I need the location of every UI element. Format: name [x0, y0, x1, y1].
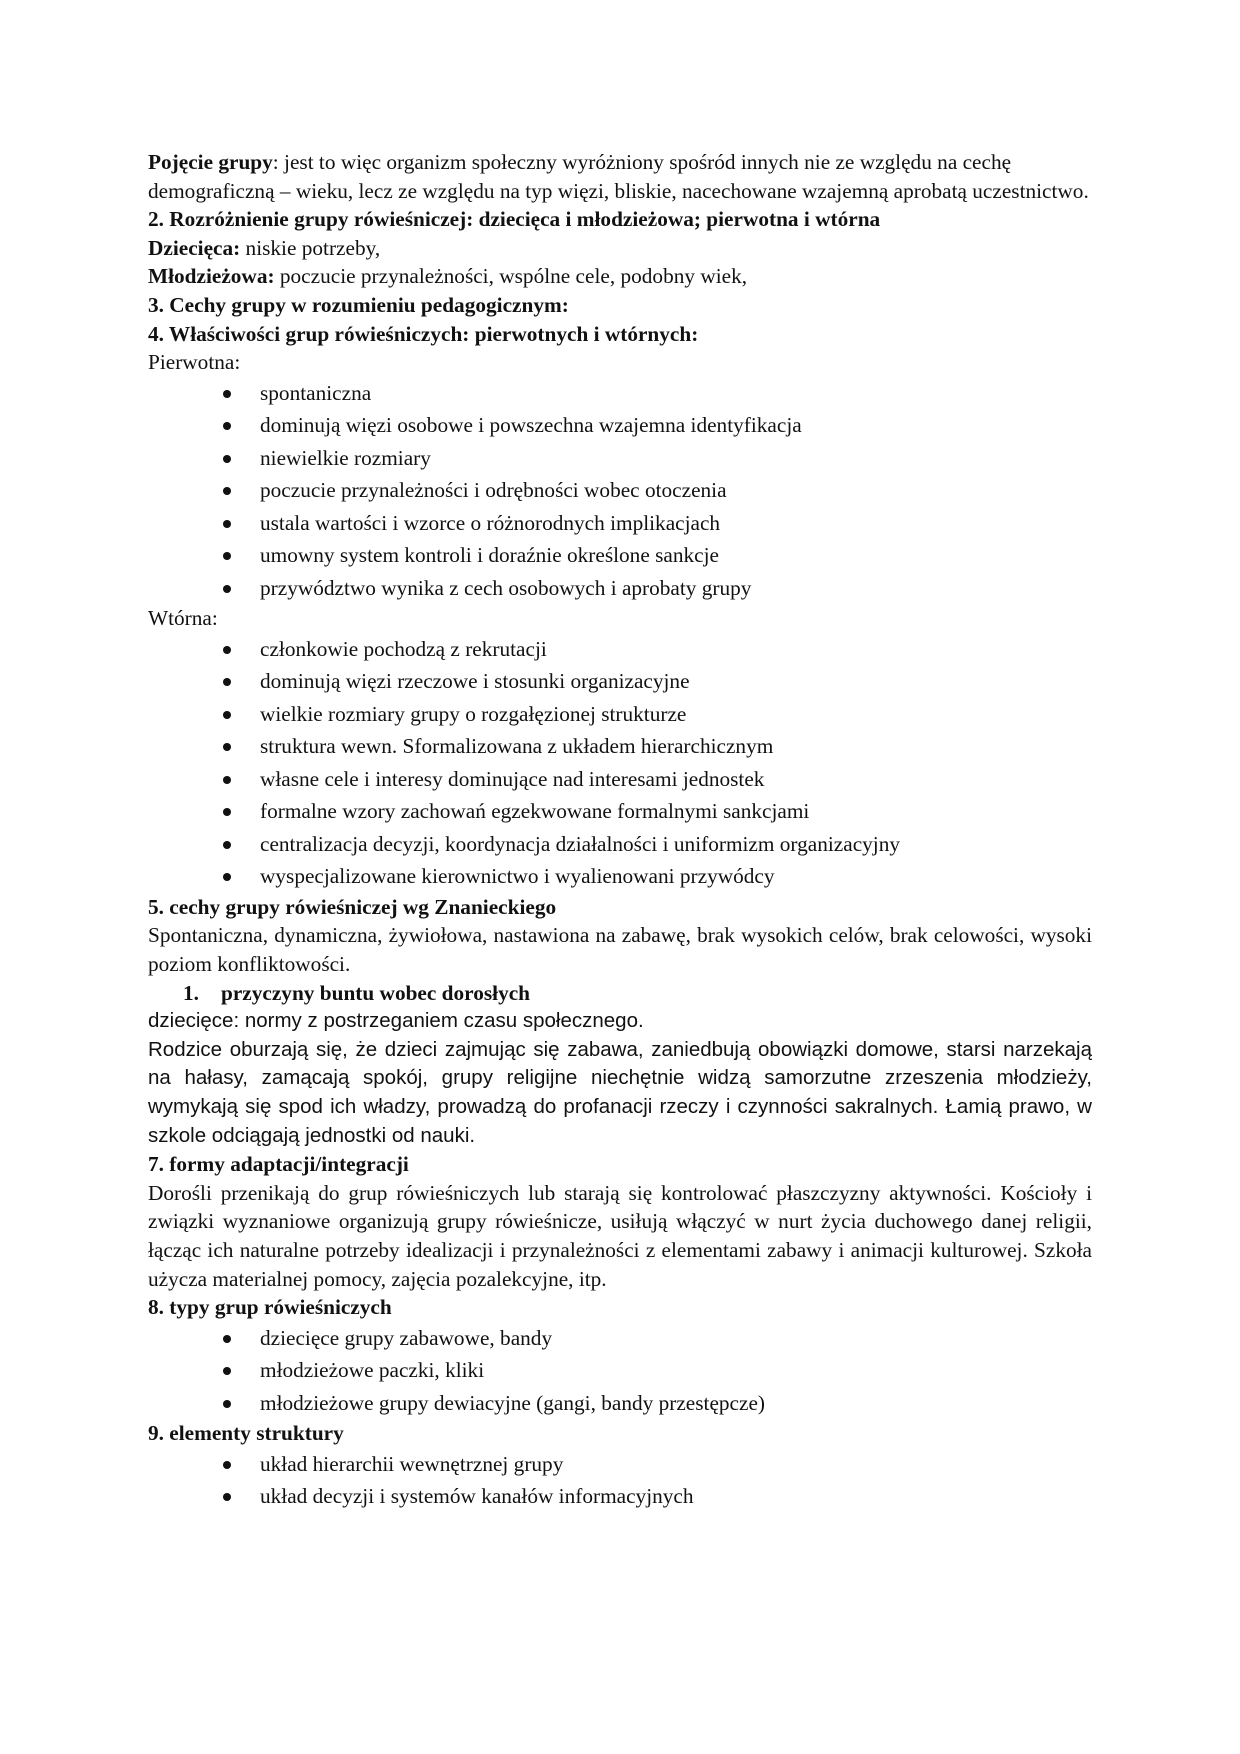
section-6-line1: dziecięce: normy z postrzeganiem czasu społecznego. — [148, 1009, 644, 1033]
bullet-icon — [223, 487, 231, 495]
list-item-text: ustala wartości i wzorce o różnorodnych implikacjach — [260, 510, 721, 535]
dziecieca-text: niskie potrzeby, — [240, 235, 381, 260]
dziecieca-line — [148, 234, 1092, 263]
list-item — [148, 572, 1092, 605]
pierwotna-label: Pierwotna: — [148, 350, 241, 375]
list-item — [148, 539, 1092, 572]
bullet-icon — [223, 552, 231, 560]
section-7-heading: 7. formy adaptacji/integracji — [148, 1152, 409, 1177]
list-item — [148, 1387, 1092, 1420]
section-6-text: Rodzice oburzają się, że dzieci zajmując się zabawa, zaniedbują obowiązki domowe, starsi narzekają na hałasy, zamącają spokój, grupy religijne niechętnie widzą samorzutne zrzeszenia młodzieży, wymykają się spod ich władzy, prowadzą do profanacji rzeczy i czynności sakralnych. Łamią prawo, w szkole odciągają jednostki od nauki. — [148, 1037, 1092, 1147]
list-item — [148, 665, 1092, 698]
list-item-text: struktura wewn. Sformalizowana z układem hierarchicznym — [260, 734, 774, 759]
list-item — [148, 1448, 1092, 1481]
bullet-icon — [223, 455, 231, 463]
list-item — [148, 860, 1092, 893]
bullet-icon — [223, 585, 231, 593]
bullet-icon — [223, 520, 231, 528]
bullet-icon — [223, 1367, 231, 1375]
list-item — [148, 763, 1092, 796]
section-5-text: Spontaniczna, dynamiczna, żywiołowa, nastawiona na zabawę, brak wysokich celów, brak celowości, wysoki poziom konfliktowości. — [148, 923, 1092, 977]
bullet-icon — [223, 1335, 231, 1343]
list-item-text: dominują więzi osobowe i powszechna wzajemna identyfikacja — [260, 413, 802, 438]
list-item-text: młodzieżowe grupy dewiacyjne (gangi, bandy przestępcze) — [260, 1390, 765, 1415]
struktura-list — [148, 1448, 1092, 1513]
mlodziezowa-label: Młodzieżowa: — [148, 264, 275, 289]
list-item-text: przywództwo wynika z cech osobowych i aprobaty grupy — [260, 575, 752, 600]
bullet-icon — [223, 808, 231, 816]
list-item-text: wyspecjalizowane kierownictwo i wyalienowani przywódcy — [260, 864, 775, 889]
list-item-text: formalne wzory zachowań egzekwowane formalnymi sankcjami — [260, 799, 810, 824]
intro-text: : jest to więc organizm społeczny wyróżniony spośród innych nie ze względu na cechę demograficzną – wieku, lecz ze względu na typ więzi, bliskie, nacechowane wzajemną aprobatą uczestnictwo. — [148, 150, 1089, 203]
bullet-icon — [223, 776, 231, 784]
bullet-icon — [223, 711, 231, 719]
typy-list — [148, 1322, 1092, 1420]
list-item-text: centralizacja decyzji, koordynacja działalności i uniformizm organizacyjny — [260, 831, 901, 856]
pierwotna-list — [148, 377, 1092, 605]
list-item-text: poczucie przynależności i odrębności wobec otoczenia — [260, 478, 727, 503]
section-9-heading: 9. elementy struktury — [148, 1421, 344, 1446]
list-item-text: spontaniczna — [260, 380, 372, 405]
list-item-text: układ decyzji i systemów kanałów informacyjnych — [260, 1484, 694, 1509]
section-3-heading: 3. Cechy grupy w rozumieniu pedagogicznym: — [148, 292, 569, 317]
list-item — [148, 795, 1092, 828]
list-item — [148, 1480, 1092, 1513]
document-page — [148, 148, 1092, 1513]
list-item-text: własne cele i interesy dominujące nad interesami jednostek — [260, 766, 765, 791]
section-6-number: 1. — [183, 980, 199, 1005]
section-6-title: przyczyny buntu wobec dorosłych — [221, 980, 531, 1005]
section-6-heading — [148, 979, 1092, 1008]
mlodziezowa-line — [148, 262, 1092, 291]
list-item — [148, 633, 1092, 666]
list-item — [148, 409, 1092, 442]
bullet-icon — [223, 678, 231, 686]
list-item-text: niewielkie rozmiary — [260, 445, 431, 470]
list-item — [148, 474, 1092, 507]
intro-term: Pojęcie grupy — [148, 150, 273, 174]
list-item-text: umowny system kontroli i doraźnie określone sankcje — [260, 543, 719, 568]
wtorna-label: Wtórna: — [148, 606, 218, 631]
section-4-heading: 4. Właściwości grup rówieśniczych: pierwotnych i wtórnych: — [148, 321, 699, 346]
list-item — [148, 507, 1092, 540]
list-item — [148, 1354, 1092, 1387]
dziecieca-label: Dziecięca: — [148, 235, 241, 260]
bullet-icon — [223, 1400, 231, 1408]
list-item — [148, 698, 1092, 731]
list-item — [148, 442, 1092, 475]
section-7-text: Dorośli przenikają do grup rówieśniczych lub starają się kontrolować płaszczyzny aktywności. Kościoły i związki wyznaniowe organizują grupy rówieśnicze, usiłują włączyć w nurt życia duchowego danej religii, łącząc ich naturalne potrzeby idealizacji i przynależności z elementami zabawy i animacji kulturowej. Szkoła użycza materialnej pomocy, zajęcia pozalekcyjne, itp. — [148, 1180, 1092, 1291]
section-8-heading: 8. typy grup rówieśniczych — [148, 1295, 392, 1320]
list-item-text: członkowie pochodzą z rekrutacji — [260, 636, 547, 661]
list-item — [148, 828, 1092, 861]
bullet-icon — [223, 422, 231, 430]
list-item-text: dominują więzi rzeczowe i stosunki organizacyjne — [260, 669, 690, 694]
mlodziezowa-text: poczucie przynależności, wspólne cele, podobny wiek, — [274, 264, 748, 289]
bullet-icon — [223, 1493, 231, 1501]
list-item — [148, 730, 1092, 763]
bullet-icon — [223, 1461, 231, 1469]
bullet-icon — [223, 646, 231, 654]
intro-paragraph — [148, 148, 1092, 205]
list-item-text: wielkie rozmiary grupy o rozgałęzionej strukturze — [260, 701, 687, 726]
bullet-icon — [223, 873, 231, 881]
bullet-icon — [223, 841, 231, 849]
section-2-heading: 2. Rozróżnienie grupy rówieśniczej: dziecięca i młodzieżowa; pierwotna i wtórna — [148, 207, 881, 232]
list-item — [148, 377, 1092, 410]
list-item-text: układ hierarchii wewnętrznej grupy — [260, 1451, 564, 1476]
section-5-heading: 5. cechy grupy rówieśniczej wg Znanieckiego — [148, 894, 557, 919]
wtorna-list — [148, 633, 1092, 893]
list-item-text: młodzieżowe paczki, kliki — [260, 1358, 485, 1383]
list-item-text: dziecięce grupy zabawowe, bandy — [260, 1325, 553, 1350]
list-item — [148, 1322, 1092, 1355]
bullet-icon — [223, 390, 231, 398]
bullet-icon — [223, 743, 231, 751]
